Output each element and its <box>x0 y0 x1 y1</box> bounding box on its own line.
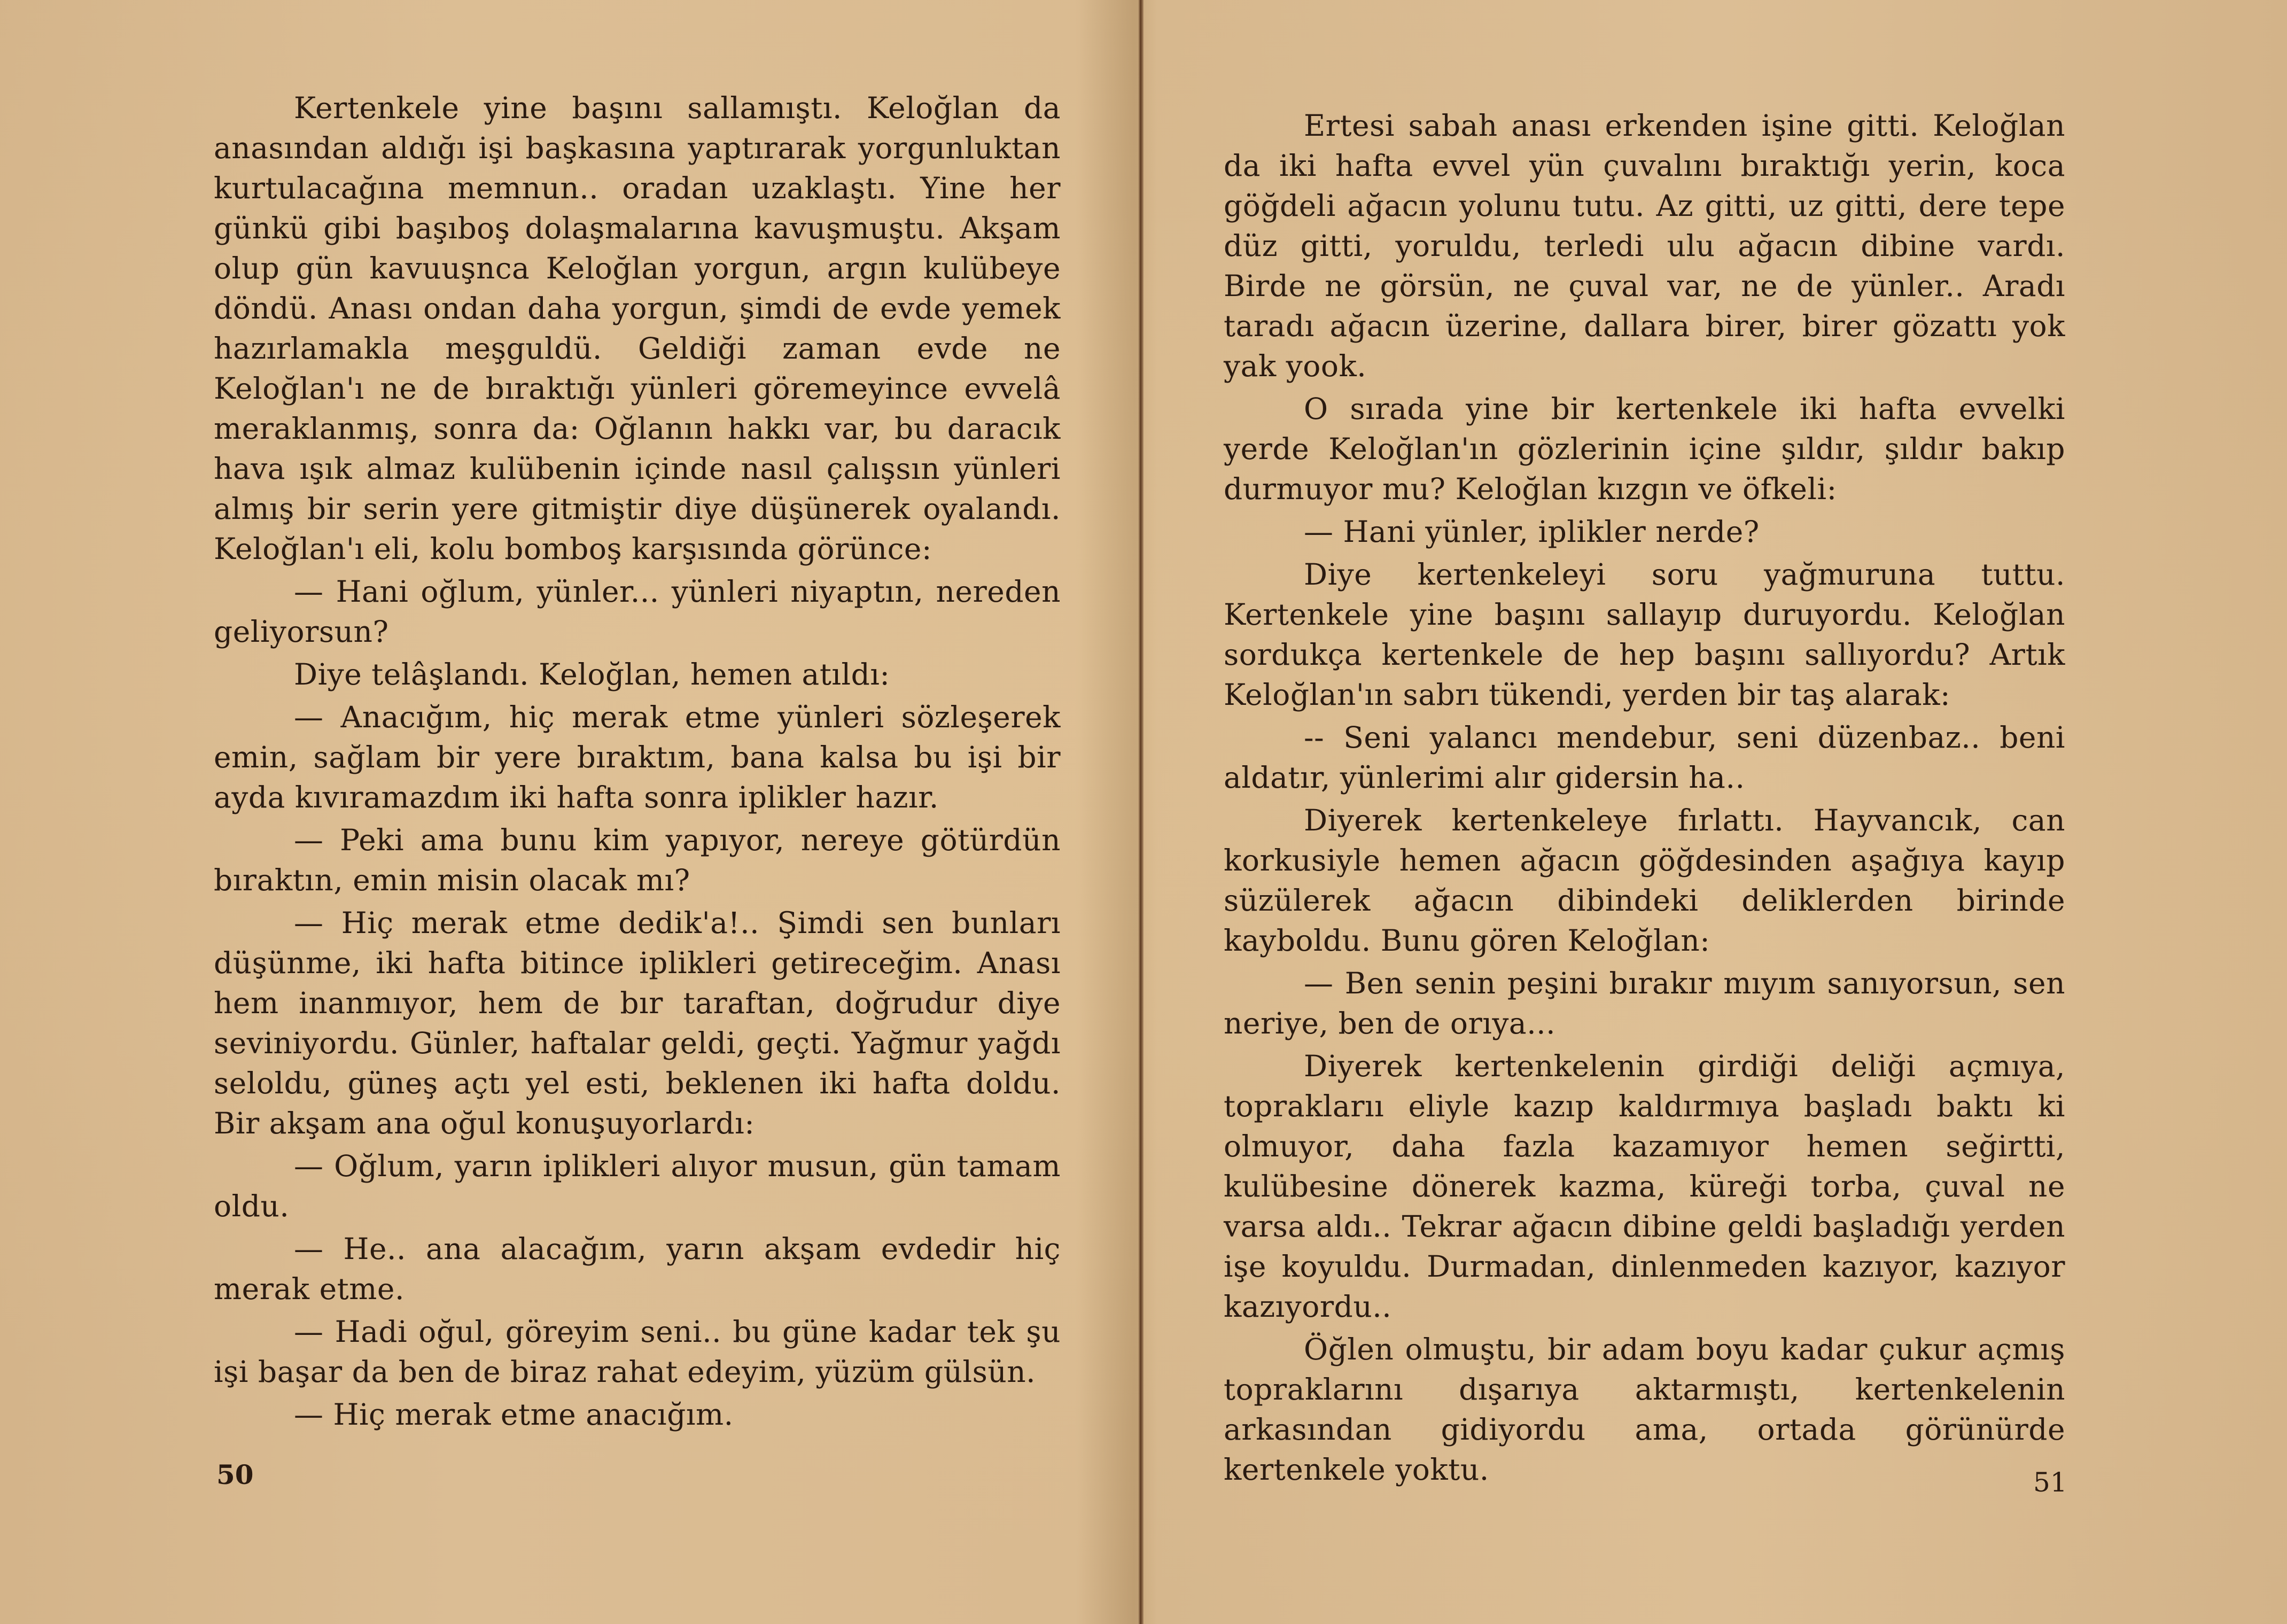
dialogue-line: — Hiç merak etme dedik'a!.. Şimdi sen bunları düşünme, iki hafta bitince iplikleri getireceğim. Anası hem inanmıyor, hem de bır taraftan, doğrudur diye seviniyordu. Günler, haftalar geldi, geçti. Yağmur yağdı seloldu, güneş açtı yel esti, beklenen iki hafta doldu. Bir akşam ana oğul konuşuyorlardı: <box>214 906 1061 1140</box>
page-number: 51 <box>2033 1467 2067 1498</box>
dialogue-line: — Oğlum, yarın iplikleri alıyor musun, gün tamam oldu. <box>214 1149 1061 1223</box>
paragraph: O sırada yine bir kertenkele iki hafta evvelki yerde Keloğlan'ın gözlerinin içine şıldır, şıldır bakıp durmuyor mu? Keloğlan kızgın ve öfkeli: <box>1224 392 2065 506</box>
paragraph: Diyerek kertenkelenin girdiği deliği açmıya, topraklarıı eliyle kazıp kaldırmıya başladı baktı ki olmuyor, daha fazla kazamıyor hemen seğirtti, kulübesine dönerek kazma, küreği torba, çuval ne varsa aldı.. Tekrar ağacın dibine geldi başladığı yerden işe koyuldu. Durmadan, dinlenmeden kazıyor, kazıyor kazıyordu.. <box>1224 1049 2065 1324</box>
dialogue-line: — Peki ama bunu kim yapıyor, nereye götürdün bıraktın, emin misin olacak mı? <box>214 823 1061 897</box>
dialogue-line: — Anacığım, hiç merak etme yünleri sözleşerek emin, sağlam bir yere bıraktım, bana kalsa bu işi bir ayda kıvıramazdım iki hafta sonra iplikler hazır. <box>214 700 1061 814</box>
paragraph: Kertenkele yine başını sallamıştı. Keloğlan da anasından aldığı işi başkasına yaptırarak yorgunluktan kurtulacağına memnun.. oradan uzaklaştı. Yine her günkü gibi başıboş dolaşmalarına kavuşmuştu. Akşam olup gün kavuuşnca Keloğlan yorgun, argın kulübeye döndü. Anası ondan daha yorgun, şimdi de evde yemek hazırlamakla meşguldü. Geldiği zaman evde ne Keloğlan'ı ne de bıraktığı yünleri göremeyince evvelâ meraklanmış, sonra da: Oğlanın hakkı var, bu daracık hava ışık almaz kulübenin içinde nasıl çalışsın yünleri almış bir serin yere gitmiştir diye düşünerek oyalandı. Keloğlan'ı eli, kolu bomboş karşısında görünce: <box>214 91 1061 566</box>
dialogue-line: — Hani yünler, iplikler nerde? <box>1304 515 1760 549</box>
dialogue-line: — Hani oğlum, yünler... yünleri niyaptın, nereden geliyorsun? <box>214 574 1061 649</box>
right-page-text <box>1224 106 2065 1490</box>
page-number: 50 <box>216 1459 254 1490</box>
paragraph: Diyerek kertenkeleye fırlattı. Hayvancık, can korkusiyle hemen ağacın göğdesinden aşağıya kayıp süzülerek ağacın dibindeki deliklerden birinde kayboldu. Bunu gören Keloğlan: <box>1224 803 2065 958</box>
dialogue-line: — He.. ana alacağım, yarın akşam evdedir hiç merak etme. <box>214 1232 1061 1306</box>
left-page-text <box>214 88 1061 1435</box>
dialogue-line: — Hadi oğul, göreyim seni.. bu güne kadar tek şu işi başar da ben de biraz rahat edeyim, yüzüm gülsün. <box>214 1315 1061 1389</box>
right-page <box>1141 0 2287 1624</box>
left-page <box>0 0 1141 1624</box>
dialogue-line: — Hiç merak etme anacığım. <box>294 1397 734 1432</box>
paragraph: Öğlen olmuştu, bir adam boyu kadar çukur açmış topraklarını dışarıya aktarmıştı, kertenkelenin arkasından gidiyordu ama, ortada görünürde kertenkele yoktu. <box>1224 1332 2065 1487</box>
paragraph: Ertesi sabah anası erkenden işine gitti. Keloğlan da iki hafta evvel yün çuvalını bıraktığı yerin, koca göğdeli ağacın yolunu tutu. Az gitti, uz gitti, dere tepe düz gitti, yoruldu, terledi ulu ağacın dibine vardı. Birde ne görsün, ne çuval var, ne de yünler.. Aradı taradı ağacın üzerine, dallara birer, birer gözattı yok yak yook. <box>1224 108 2065 383</box>
dialogue-line: -- Seni yalancı mendebur, seni düzenbaz.. beni aldatır, yünlerimi alır gidersin ha.. <box>1224 720 2065 795</box>
paragraph: Diye telâşlandı. Keloğlan, hemen atıldı: <box>294 657 890 691</box>
paragraph: Diye kertenkeleyi soru yağmuruna tuttu. Kertenkele yine başını sallayıp duruyordu. Keloğlan sordukça kertenkele de hep başını sallıyordu? Artık Keloğlan'ın sabrı tükendi, yerden bir taş alarak: <box>1224 557 2065 712</box>
dialogue-line: — Ben senin peşini bırakır mıyım sanıyorsun, sen neriye, ben de orıya... <box>1224 966 2065 1040</box>
